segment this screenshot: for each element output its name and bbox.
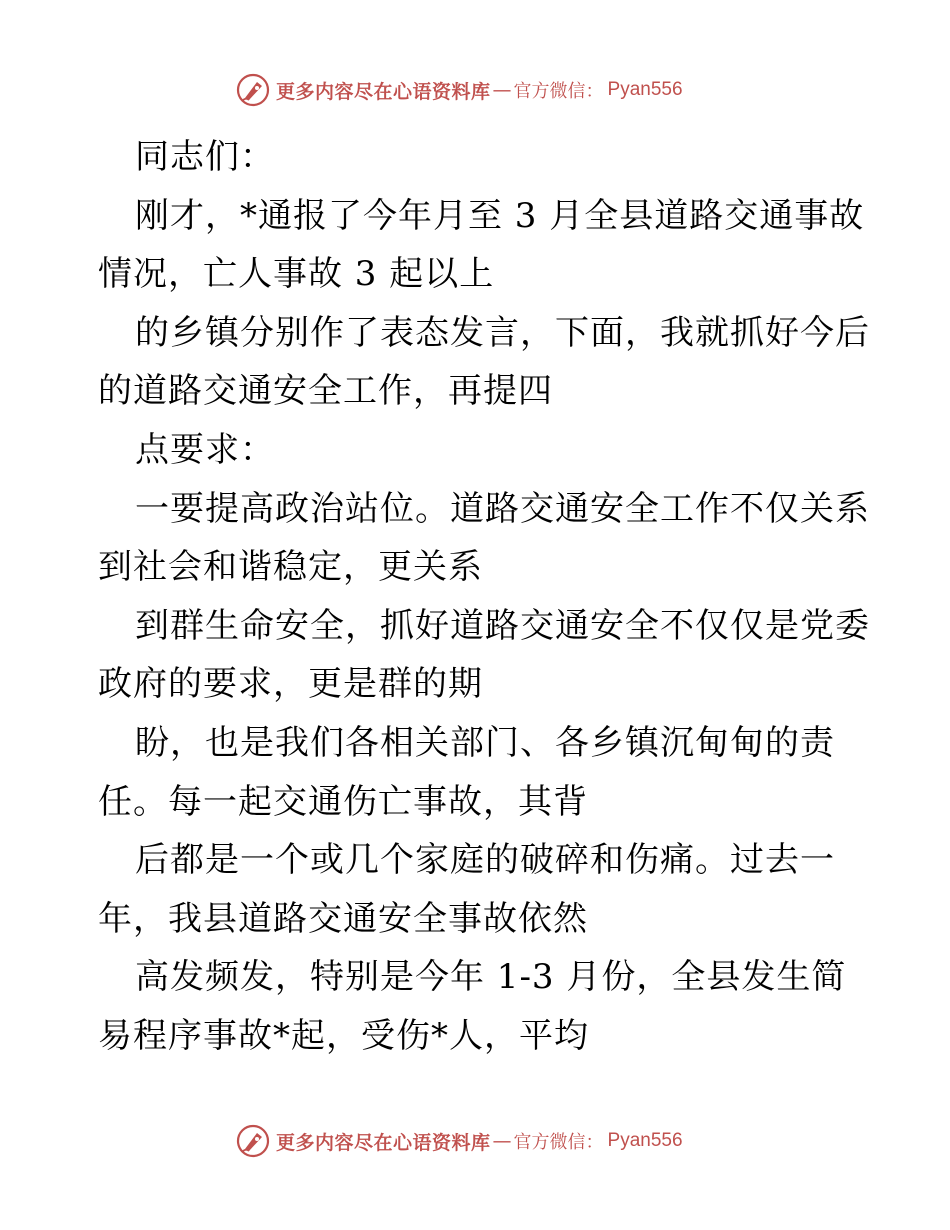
banner-text: 更多内容尽在心语资料库 [276, 80, 491, 103]
text-line: 点要求： [135, 429, 275, 470]
text-line: 易程序事故*起，受伤*人，平均 [98, 1015, 589, 1056]
banner-wechat-id: Pyan556 [607, 1130, 683, 1151]
text-line: 情况，亡人事故 3 起以上 [98, 254, 495, 295]
text-line: 任。每一起交通伤亡事故，其背 [98, 781, 588, 822]
text-line: 同志们： [135, 137, 275, 177]
banner-separator: — [492, 79, 512, 101]
banner-wechat-label: 官方微信： [513, 1132, 604, 1153]
document-body [98, 128, 870, 1066]
text-line: 的道路交通安全工作，再提四 [98, 371, 553, 412]
text-line: 一要提高政治站位。道路交通安全工作不仅关系 [135, 488, 870, 529]
text-line: 年，我县道路交通安全事故依然 [98, 898, 588, 939]
text-line: 刚才，*通报了今年月至 3 月全县道路交通事故 [135, 195, 865, 236]
footer-watermark-banner [236, 1121, 683, 1161]
fountain-pen-logo-icon [236, 73, 270, 107]
banner-wechat-id: Pyan556 [607, 79, 683, 100]
header-watermark-banner [236, 70, 683, 110]
banner-text: 更多内容尽在心语资料库 [276, 1131, 491, 1154]
text-line: 的乡镇分别作了表态发言，下面，我就抓好今后 [135, 312, 870, 353]
text-line: 盼，也是我们各相关部门、各乡镇沉甸甸的责 [135, 722, 835, 763]
text-line: 到群生命安全，抓好道路交通安全不仅仅是党委 [135, 605, 870, 646]
text-line: 后都是一个或几个家庭的破碎和伤痛。过去一 [135, 840, 835, 881]
text-line: 高发频发，特别是今年 1-3 月份，全县发生简 [135, 957, 847, 998]
fountain-pen-logo-icon [236, 1124, 270, 1158]
banner-separator: — [492, 1130, 512, 1152]
text-line: 到社会和谐稳定，更关系 [98, 547, 483, 588]
text-line: 政府的要求，更是群的期 [98, 664, 483, 705]
banner-wechat-label: 官方微信： [513, 81, 604, 102]
